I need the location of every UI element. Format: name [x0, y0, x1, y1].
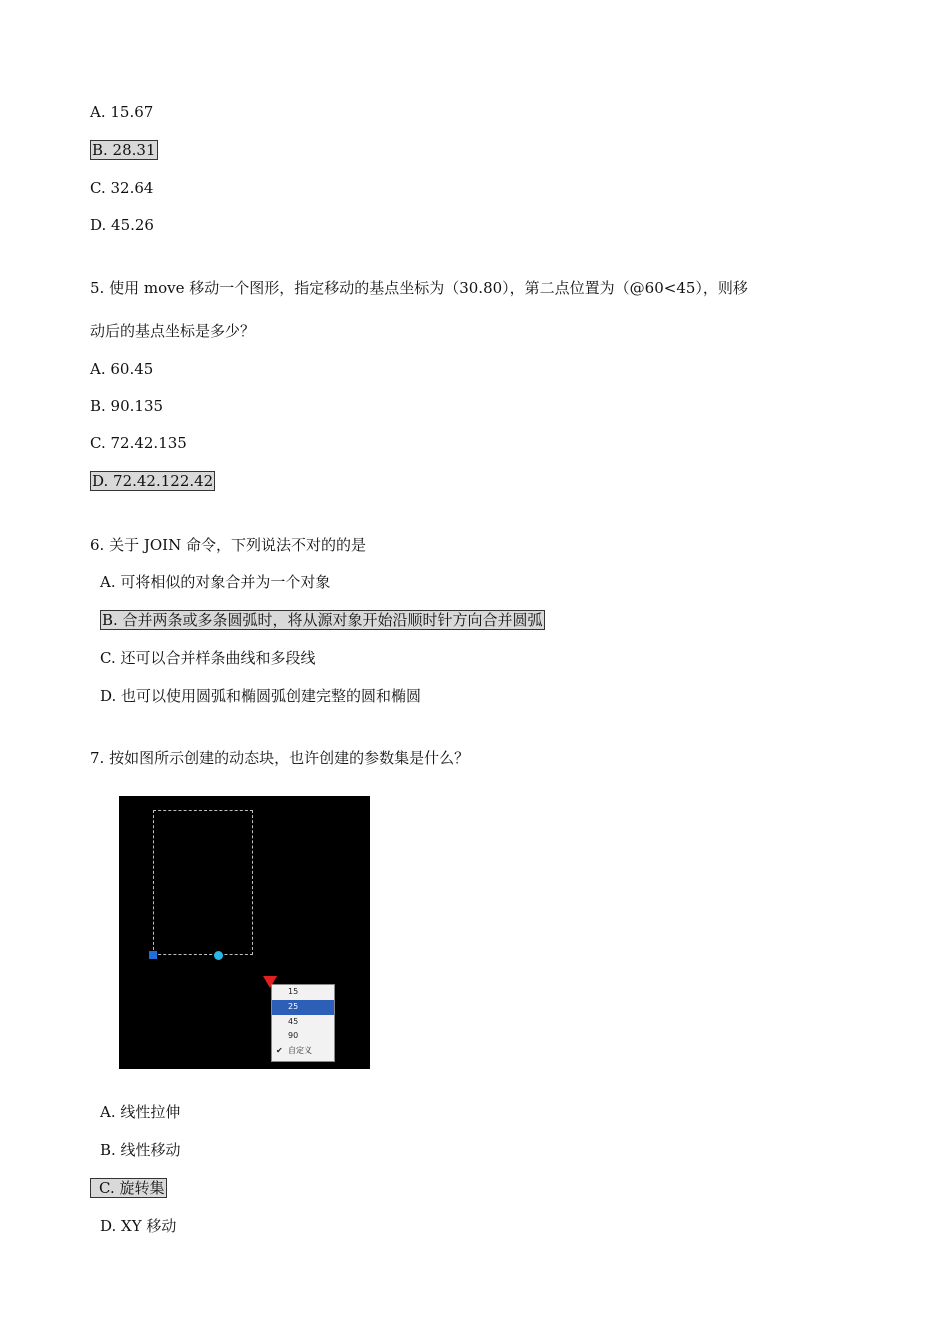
menu-item-25: 25 [272, 1000, 334, 1015]
q7-stem: 7. 按如图所示创建的动态块，也许创建的参数集是什么？ [90, 749, 470, 767]
q5-option-d [90, 471, 215, 491]
q6-option-a: A. 可将相似的对象合并为一个对象 [100, 573, 331, 591]
q5-answer-highlight: D. 72.42.122.42 [92, 472, 214, 490]
q4-option-b [90, 140, 158, 160]
menu-item-45: 45 [288, 1016, 299, 1026]
q7-option-d: D. XY 移动 [100, 1217, 177, 1235]
q5-option-a: A. 60.45 [90, 360, 154, 378]
q7-option-b: B. 线性移动 [100, 1141, 181, 1159]
q7-option-a: A. 线性拉伸 [100, 1103, 181, 1121]
q4-option-a: A. 15.67 [90, 103, 154, 121]
menu-item-90: 90 [288, 1031, 299, 1041]
dashed-block-outline [153, 810, 253, 955]
menu-item-custom [272, 1044, 334, 1059]
base-grip-icon [149, 951, 157, 959]
q4-option-d: D. 45.26 [90, 216, 154, 234]
checkmark-icon: ✔ [276, 1046, 283, 1056]
q7-option-c [90, 1178, 167, 1198]
menu-item-custom-label: 自定义 [288, 1046, 312, 1056]
q4-option-c: C. 32.64 [90, 179, 154, 197]
parameter-grip-icon [214, 951, 223, 960]
q6-option-d: D. 也可以使用圆弧和椭圆弧创建完整的圆和椭圆 [100, 687, 422, 705]
dynamic-block-figure [119, 796, 370, 1069]
q6-option-b [100, 610, 545, 630]
lookup-menu [271, 984, 335, 1062]
q7-answer-highlight: C. 旋转集 [90, 1178, 167, 1198]
q6-stem: 6. 关于 JOIN 命令，下列说法不对的的是 [90, 536, 366, 554]
q5-option-c: C. 72.42.135 [90, 434, 187, 452]
q5-stem-line1: 5. 使用 move 移动一个图形，指定移动的基点坐标为（30.80），第二点位置为（@60<45），则移 [90, 279, 748, 297]
q5-option-b: B. 90.135 [90, 397, 164, 415]
menu-item-15: 15 [288, 987, 299, 996]
q6-option-c: C. 还可以合并样条曲线和多段线 [100, 649, 316, 667]
q4-answer-highlight: B. 28.31 [92, 141, 156, 159]
q6-answer-highlight: B. 合并两条或多条圆弧时，将从源对象开始沿顺时针方向合并圆弧 [102, 611, 543, 629]
q5-stem-line2: 动后的基点坐标是多少？ [90, 322, 256, 340]
